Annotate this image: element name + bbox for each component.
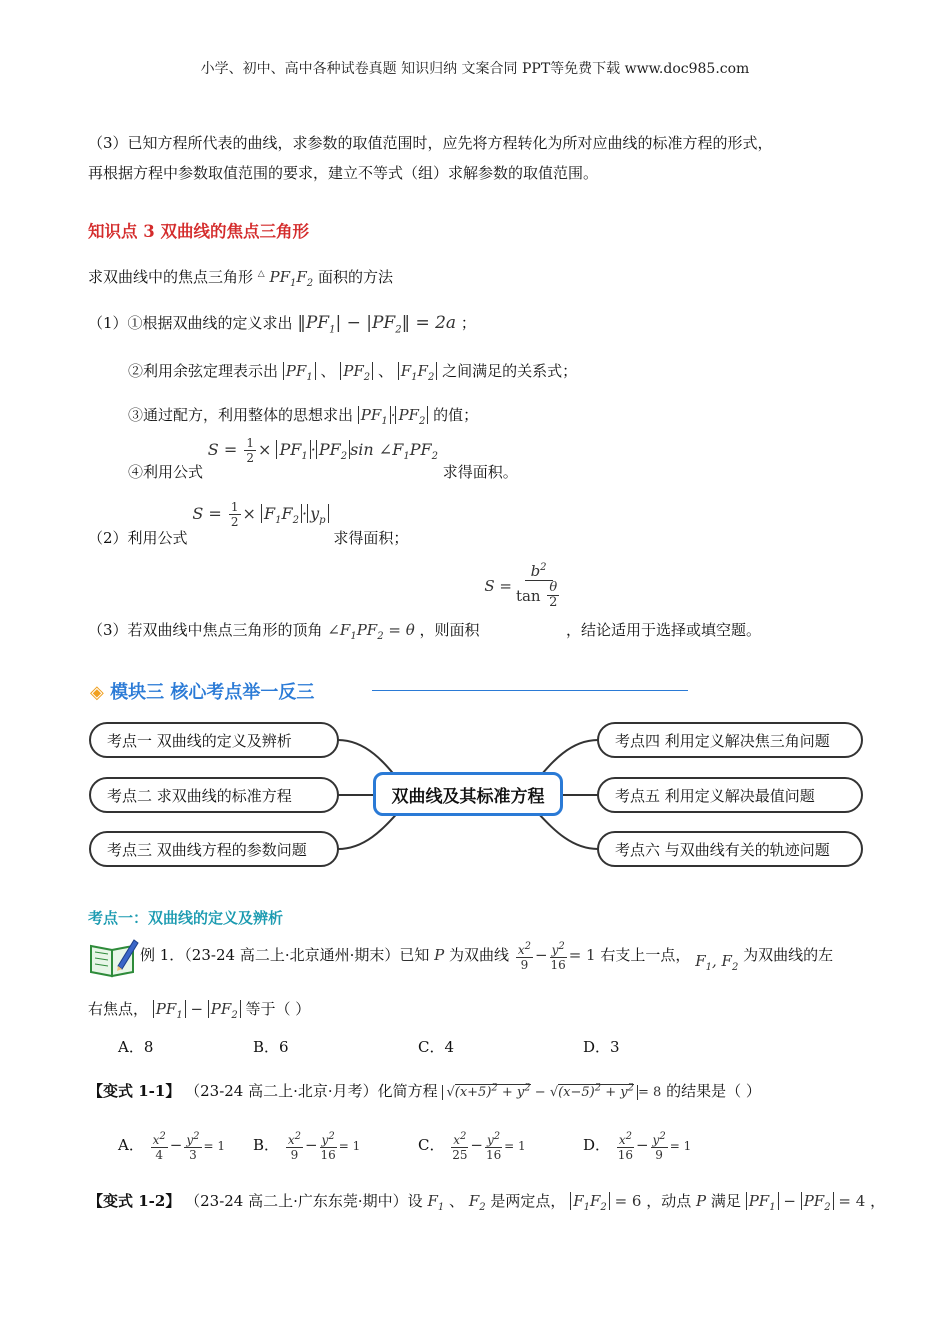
example-1-text-f: 等于（ ） [245, 1000, 311, 1018]
step-4-text-b: 求得面积。 [442, 463, 518, 481]
variant-1-2-sep: 、 [449, 1192, 465, 1210]
example-1-option-b: B．6 [253, 1038, 289, 1056]
vertex-angle-formula: $\angle F_1PF_2 = \theta$ [327, 621, 415, 642]
knowledge-point-3-title: 知识点 3 双曲线的焦点三角形 [88, 222, 309, 241]
kp3-intro-text-b: 面积的方法 [317, 268, 393, 286]
variant-1-1-option-a [118, 1130, 225, 1162]
variant-1-2-text-d: 满足 [710, 1192, 741, 1210]
variant-1-1-option-a-label: A． [118, 1136, 144, 1154]
moving-point-condition-rhs: = 4 [838, 1192, 866, 1210]
mindmap-node-topic-1: 考点一 双曲线的定义及辨析 [89, 722, 339, 758]
variant-1-1-option-b-label: B． [253, 1136, 280, 1154]
paragraph-3 [88, 128, 868, 188]
kp3-intro [88, 266, 393, 289]
kp3-step-2 [128, 360, 577, 383]
option-b-equation-rhs: = 1 [338, 1139, 361, 1153]
area-tan-formula: S = $b^2$ tan $\frac{\theta}{2}$ [484, 562, 558, 610]
triangle-pf1f2-formula: △ $PF_1F_2$ [257, 268, 314, 289]
abs-difference-formula: $PF_1 - PF_2$ [153, 1000, 241, 1018]
variant-1-1-text-a: （23-24 高二上·北京·月考）化简方程 [185, 1082, 438, 1100]
kp3-step-3 [128, 404, 478, 427]
variant-1-2-tag: 【变式 1-2】 [88, 1192, 181, 1210]
module-three-title [90, 678, 314, 704]
mindmap-node-topic-4: 考点四 利用定义解决焦三角问题 [597, 722, 863, 758]
module-title-underline [372, 690, 688, 691]
variant-1-2-text-b: 是两定点， [490, 1192, 566, 1210]
variant-1-1-option-d [583, 1130, 691, 1162]
moving-point-p: P [696, 1192, 707, 1210]
mindmap-node-topic-3: 考点三 双曲线方程的参数问题 [89, 831, 339, 867]
step-1-text-b: ； [460, 314, 476, 332]
hyperbola-equation-rhs: = 1 [568, 946, 596, 964]
tan-label: tan [515, 586, 541, 605]
step-2-sep-2: 、 [377, 362, 393, 380]
paragraph-3-line-2: 再根据方程中参数取值范围的要求，建立不等式（组）求解参数的取值范围。 [88, 164, 599, 182]
example-1-text-b: 为双曲线 [449, 946, 510, 964]
step-1-text-a: （1）①根据双曲线的定义求出 [88, 314, 293, 332]
mindmap-node-topic-6: 考点六 与双曲线有关的轨迹问题 [597, 831, 863, 867]
double-chevron-icon: ◈ [90, 682, 104, 703]
example-1-option-d: D．3 [583, 1038, 620, 1056]
step-2-text-b: 之间满足的关系式； [442, 362, 578, 380]
kp3-step-4 [128, 436, 518, 481]
product-formula: $PF_1 \cdot PF_2$ [358, 406, 429, 424]
page-header: 小学、初中、高中各种试卷真题 知识归纳 文案合同 PPT等免费下载 www.doc985.com [200, 61, 750, 77]
fixed-point-f2: $F_2$ [468, 1192, 486, 1213]
simplify-equation-rhs: = 8 [638, 1085, 662, 1100]
definition-formula: $‖PF_1|$ − $|PF_2‖ = 2a$ [297, 313, 457, 336]
step-2-sep-1: 、 [320, 362, 336, 380]
step-2-text-a: ②利用余弦定理表示出 [128, 362, 279, 380]
example-1-text-a: 例 1．（23-24 高二上·北京通州·期末）已知 [140, 946, 430, 964]
point-p-var: P [434, 946, 445, 964]
option-b-equation: $\frac{x^2}{9}$ − $\frac{y^2}{16}$ = 1 [287, 1131, 361, 1162]
option-c-equation-rhs: = 1 [504, 1139, 526, 1153]
hyperbola-equation-9-16: $\frac{x^2}{9}$ − $\frac{y^2}{16}$ = 1 [517, 941, 596, 972]
variant-1-1 [88, 1080, 761, 1101]
variant-1-1-option-c-label: C． [418, 1136, 445, 1154]
step-3-text-b: 的值； [433, 406, 479, 424]
option-c-equation: $\frac{x^2}{25}$ − $\frac{y^2}{16}$ = 1 [452, 1131, 526, 1162]
option-a-equation: $\frac{x^2}{4}$ − $\frac{y^2}{3}$ = 1 [152, 1131, 226, 1162]
example-1-text-c: 右支上一点， [600, 946, 691, 964]
variant-1-1-text-b: 的结果是（ ） [666, 1082, 761, 1100]
pf2-abs-formula: $PF_2$ [340, 362, 373, 380]
example-1-text-e: 右焦点， [88, 1000, 149, 1018]
step-4-text-a: ④利用公式 [128, 463, 204, 481]
kp3-part-2 [88, 500, 409, 547]
variant-1-2 [88, 1190, 885, 1213]
module-three-title-text: 模块三 核心考点举一反三 [110, 682, 315, 703]
kp3-step-1 [88, 312, 476, 335]
part-2-text-b: 求得面积； [333, 529, 409, 547]
part-3-text-b: ，则面积 [419, 621, 480, 639]
area-sine-formula: S = $\frac{1}{2}$ × $PF_1 \cdot PF_2$ $\sin \angle F_1PF_2$ [207, 436, 438, 465]
area-height-formula: S = $\frac{1}{2}$ × $F_1F_2 \cdot y_p$ [192, 504, 328, 523]
variant-1-2-text-e: ， [870, 1192, 886, 1210]
variant-1-2-text-c: ，动点 [646, 1192, 692, 1210]
variant-1-1-option-c [418, 1130, 526, 1162]
example-1-line-1 [140, 940, 833, 972]
book-pencil-icon [88, 936, 140, 978]
example-1-option-c: C．4 [418, 1038, 455, 1056]
step-3-text-a: ③通过配方，利用整体的思想求出 [128, 406, 354, 424]
option-d-equation-rhs: = 1 [669, 1139, 692, 1153]
example-1-option-a: A．8 [118, 1038, 154, 1056]
moving-point-condition: $PF_1 - PF_2 = 4$ [746, 1192, 866, 1210]
foci-f1-f2: $F_1$, $F_2$ [695, 952, 739, 973]
kp3-part-3 [88, 562, 761, 642]
distance-f1f2-rhs: = 6 [614, 1192, 642, 1210]
pf1-abs-formula: $PF_1$ [283, 362, 316, 380]
option-a-equation-rhs: = 1 [203, 1139, 226, 1153]
option-d-equation: $\frac{x^2}{16}$ − $\frac{y^2}{9}$ = 1 [617, 1131, 692, 1162]
variant-1-2-text-a: （23-24 高二上·广东东莞·期中）设 [185, 1192, 423, 1210]
mindmap-center-node: 双曲线及其标准方程 [373, 772, 563, 816]
topic-1-title: 考点一：双曲线的定义及辨析 [88, 909, 284, 927]
variant-1-1-tag: 【变式 1-1】 [88, 1082, 181, 1100]
paragraph-3-line-1: （3）已知方程所代表的曲线，求参数的取值范围时，应先将方程转化为所对应曲线的标准方程的形式， [88, 134, 773, 152]
simplify-equation: $√(x+5)^2 + y^2 - √(x-5)^2 + y^2$ [442, 1085, 638, 1100]
distance-f1f2-formula: $F_1F_2 = 6$ [570, 1192, 641, 1210]
definition-formula-rhs: = 2a [415, 313, 457, 333]
mindmap-node-topic-5: 考点五 利用定义解决最值问题 [597, 777, 863, 813]
example-1-text-d: 为双曲线的左 [743, 946, 834, 964]
kp3-intro-text-a: 求双曲线中的焦点三角形 [88, 268, 254, 286]
part-3-text-c: ，结论适用于选择或填空题。 [565, 621, 761, 639]
fixed-point-f1: $F_1$ [427, 1192, 445, 1213]
part-3-text-a: （3）若双曲线中焦点三角形的顶角 [88, 621, 323, 639]
mindmap-node-topic-2: 考点二 求双曲线的标准方程 [89, 777, 339, 813]
vertex-angle-rhs: = θ [388, 621, 415, 639]
variant-1-1-option-b [253, 1130, 360, 1162]
part-2-text-a: （2）利用公式 [88, 529, 188, 547]
f1f2-abs-formula: $F_1F_2$ [398, 362, 438, 380]
example-1-line-2 [88, 998, 310, 1021]
variant-1-1-option-d-label: D． [583, 1136, 611, 1154]
